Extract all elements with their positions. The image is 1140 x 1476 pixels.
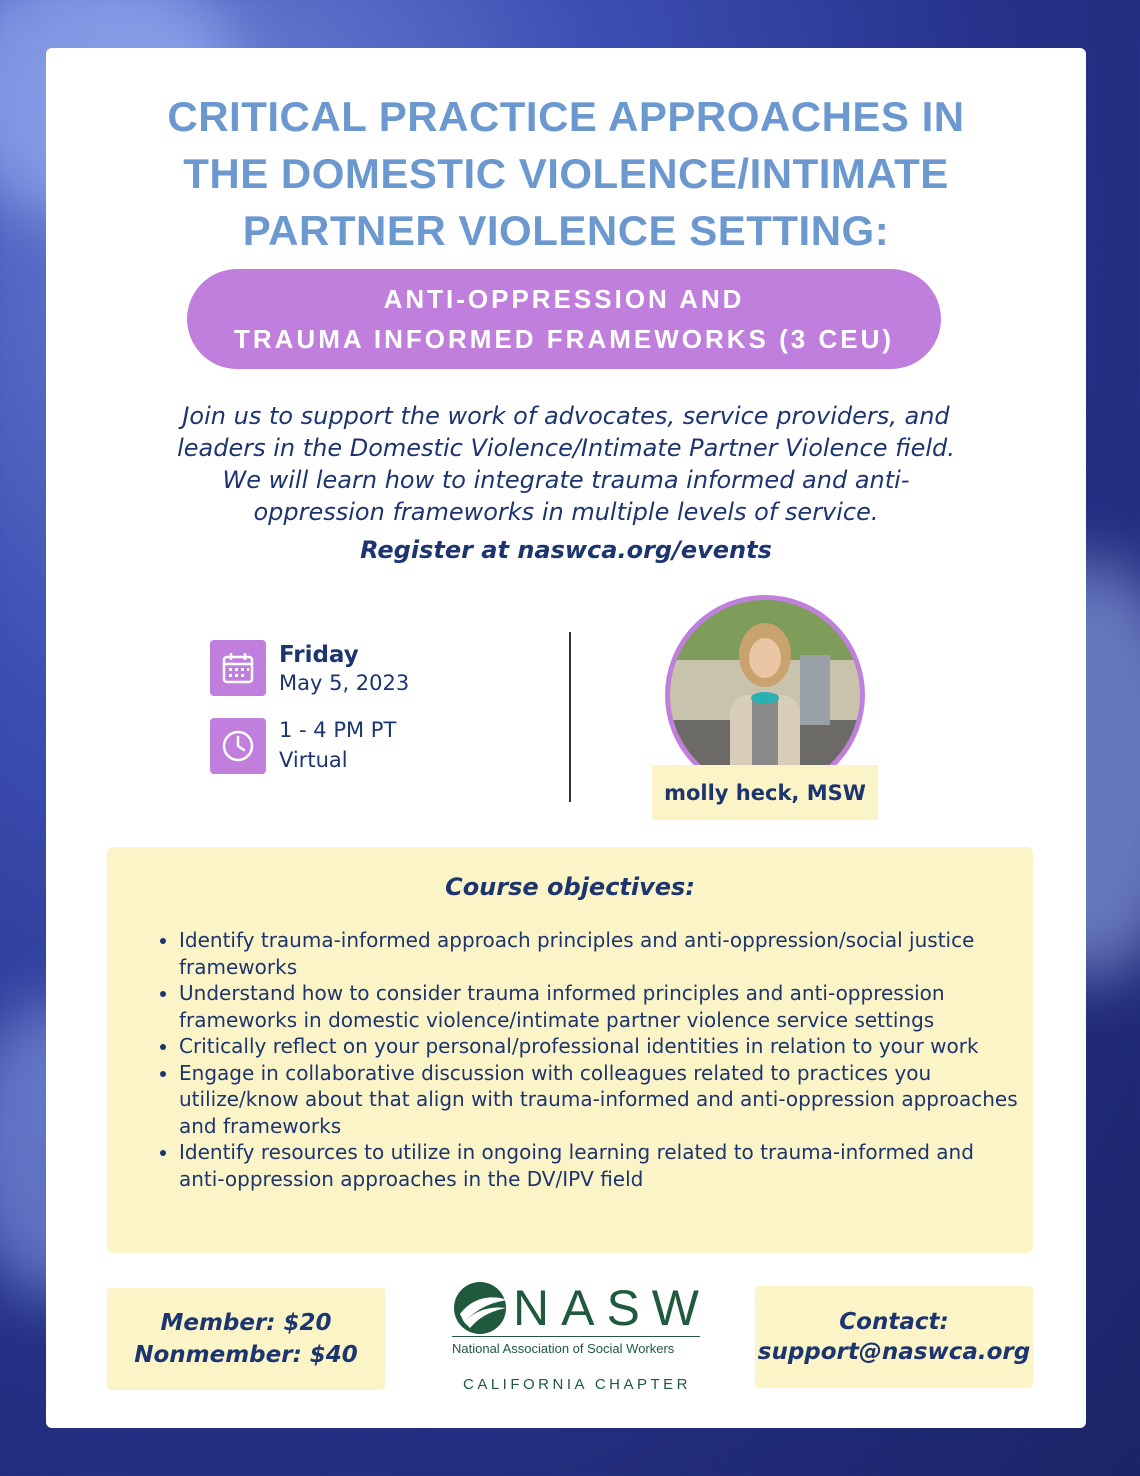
event-format: Virtual xyxy=(279,748,348,772)
objective-item: • Identify trauma-informed approach principles and anti-oppression/social justice frameworks xyxy=(179,927,1019,980)
logo-wordmark: NASW xyxy=(513,1280,711,1336)
event-time: 1 - 4 PM PT xyxy=(279,718,397,742)
divider xyxy=(569,632,571,802)
nasw-logo-mark xyxy=(450,1278,514,1338)
logo-subtitle: National Association of Social Workers xyxy=(452,1341,675,1356)
speaker-name: molly heck, MSW xyxy=(652,765,878,820)
subtitle-line: ANTI-OPPRESSION AND xyxy=(383,284,745,314)
clock-icon xyxy=(210,718,266,774)
objective-item: • Understand how to consider trauma informed principles and anti-oppression frameworks in domestic violence/intimate partner violence service settings xyxy=(179,980,1019,1033)
contact-label: Contact: xyxy=(839,1309,949,1335)
intro-line: leaders in the Domestic Violence/Intimate Partner Violence field. xyxy=(177,434,955,462)
clock-icon-graphic xyxy=(220,728,256,764)
register-link[interactable]: Register at naswca.org/events xyxy=(360,536,772,564)
event-date: May 5, 2023 xyxy=(279,671,410,695)
speaker-photo-graphic xyxy=(670,600,860,790)
contact-box xyxy=(755,1286,1033,1388)
contact-email[interactable]: support@naswca.org xyxy=(757,1339,1031,1365)
title-line: CRITICAL PRACTICE APPROACHES IN xyxy=(167,93,965,140)
objectives-list xyxy=(151,927,1019,1192)
nasw-logo xyxy=(446,1278,711,1398)
pricing-box xyxy=(107,1288,385,1390)
title-line: PARTNER VIOLENCE SETTING: xyxy=(242,207,890,254)
flyer-card xyxy=(46,48,1086,1428)
subtitle-line: TRAUMA INFORMED FRAMEWORKS (3 CEU) xyxy=(234,324,894,354)
calendar-icon xyxy=(210,640,266,696)
objective-item: • Engage in collaborative discussion with colleagues related to practices you utilize/know about that align with trauma-informed and anti-oppression approaches and frameworks xyxy=(179,1060,1019,1140)
subtitle-pill xyxy=(187,269,941,369)
intro-line: Join us to support the work of advocates, service providers, and xyxy=(182,402,950,430)
intro-line: We will learn how to integrate trauma informed and anti- xyxy=(222,466,910,494)
title-line: THE DOMESTIC VIOLENCE/INTIMATE xyxy=(183,150,949,197)
intro-line: oppression frameworks in multiple levels of service. xyxy=(253,498,879,526)
intro-paragraph xyxy=(106,400,1026,528)
logo-chapter: CALIFORNIA CHAPTER xyxy=(462,1376,692,1393)
member-price: Member: $20 xyxy=(160,1310,332,1336)
event-title xyxy=(46,88,1086,259)
calendar-icon-graphic xyxy=(220,650,256,686)
objectives-title: Course objectives: xyxy=(445,873,695,901)
event-day: Friday xyxy=(279,642,359,668)
course-objectives xyxy=(107,847,1033,1253)
objective-item: • Identify resources to utilize in ongoing learning related to trauma-informed and anti-oppression approaches in the DV/IPV field xyxy=(179,1139,1019,1192)
objective-item: • Critically reflect on your personal/professional identities in relation to your work xyxy=(179,1033,1019,1060)
logo-rule xyxy=(452,1336,700,1337)
nonmember-price: Nonmember: $40 xyxy=(134,1342,358,1368)
